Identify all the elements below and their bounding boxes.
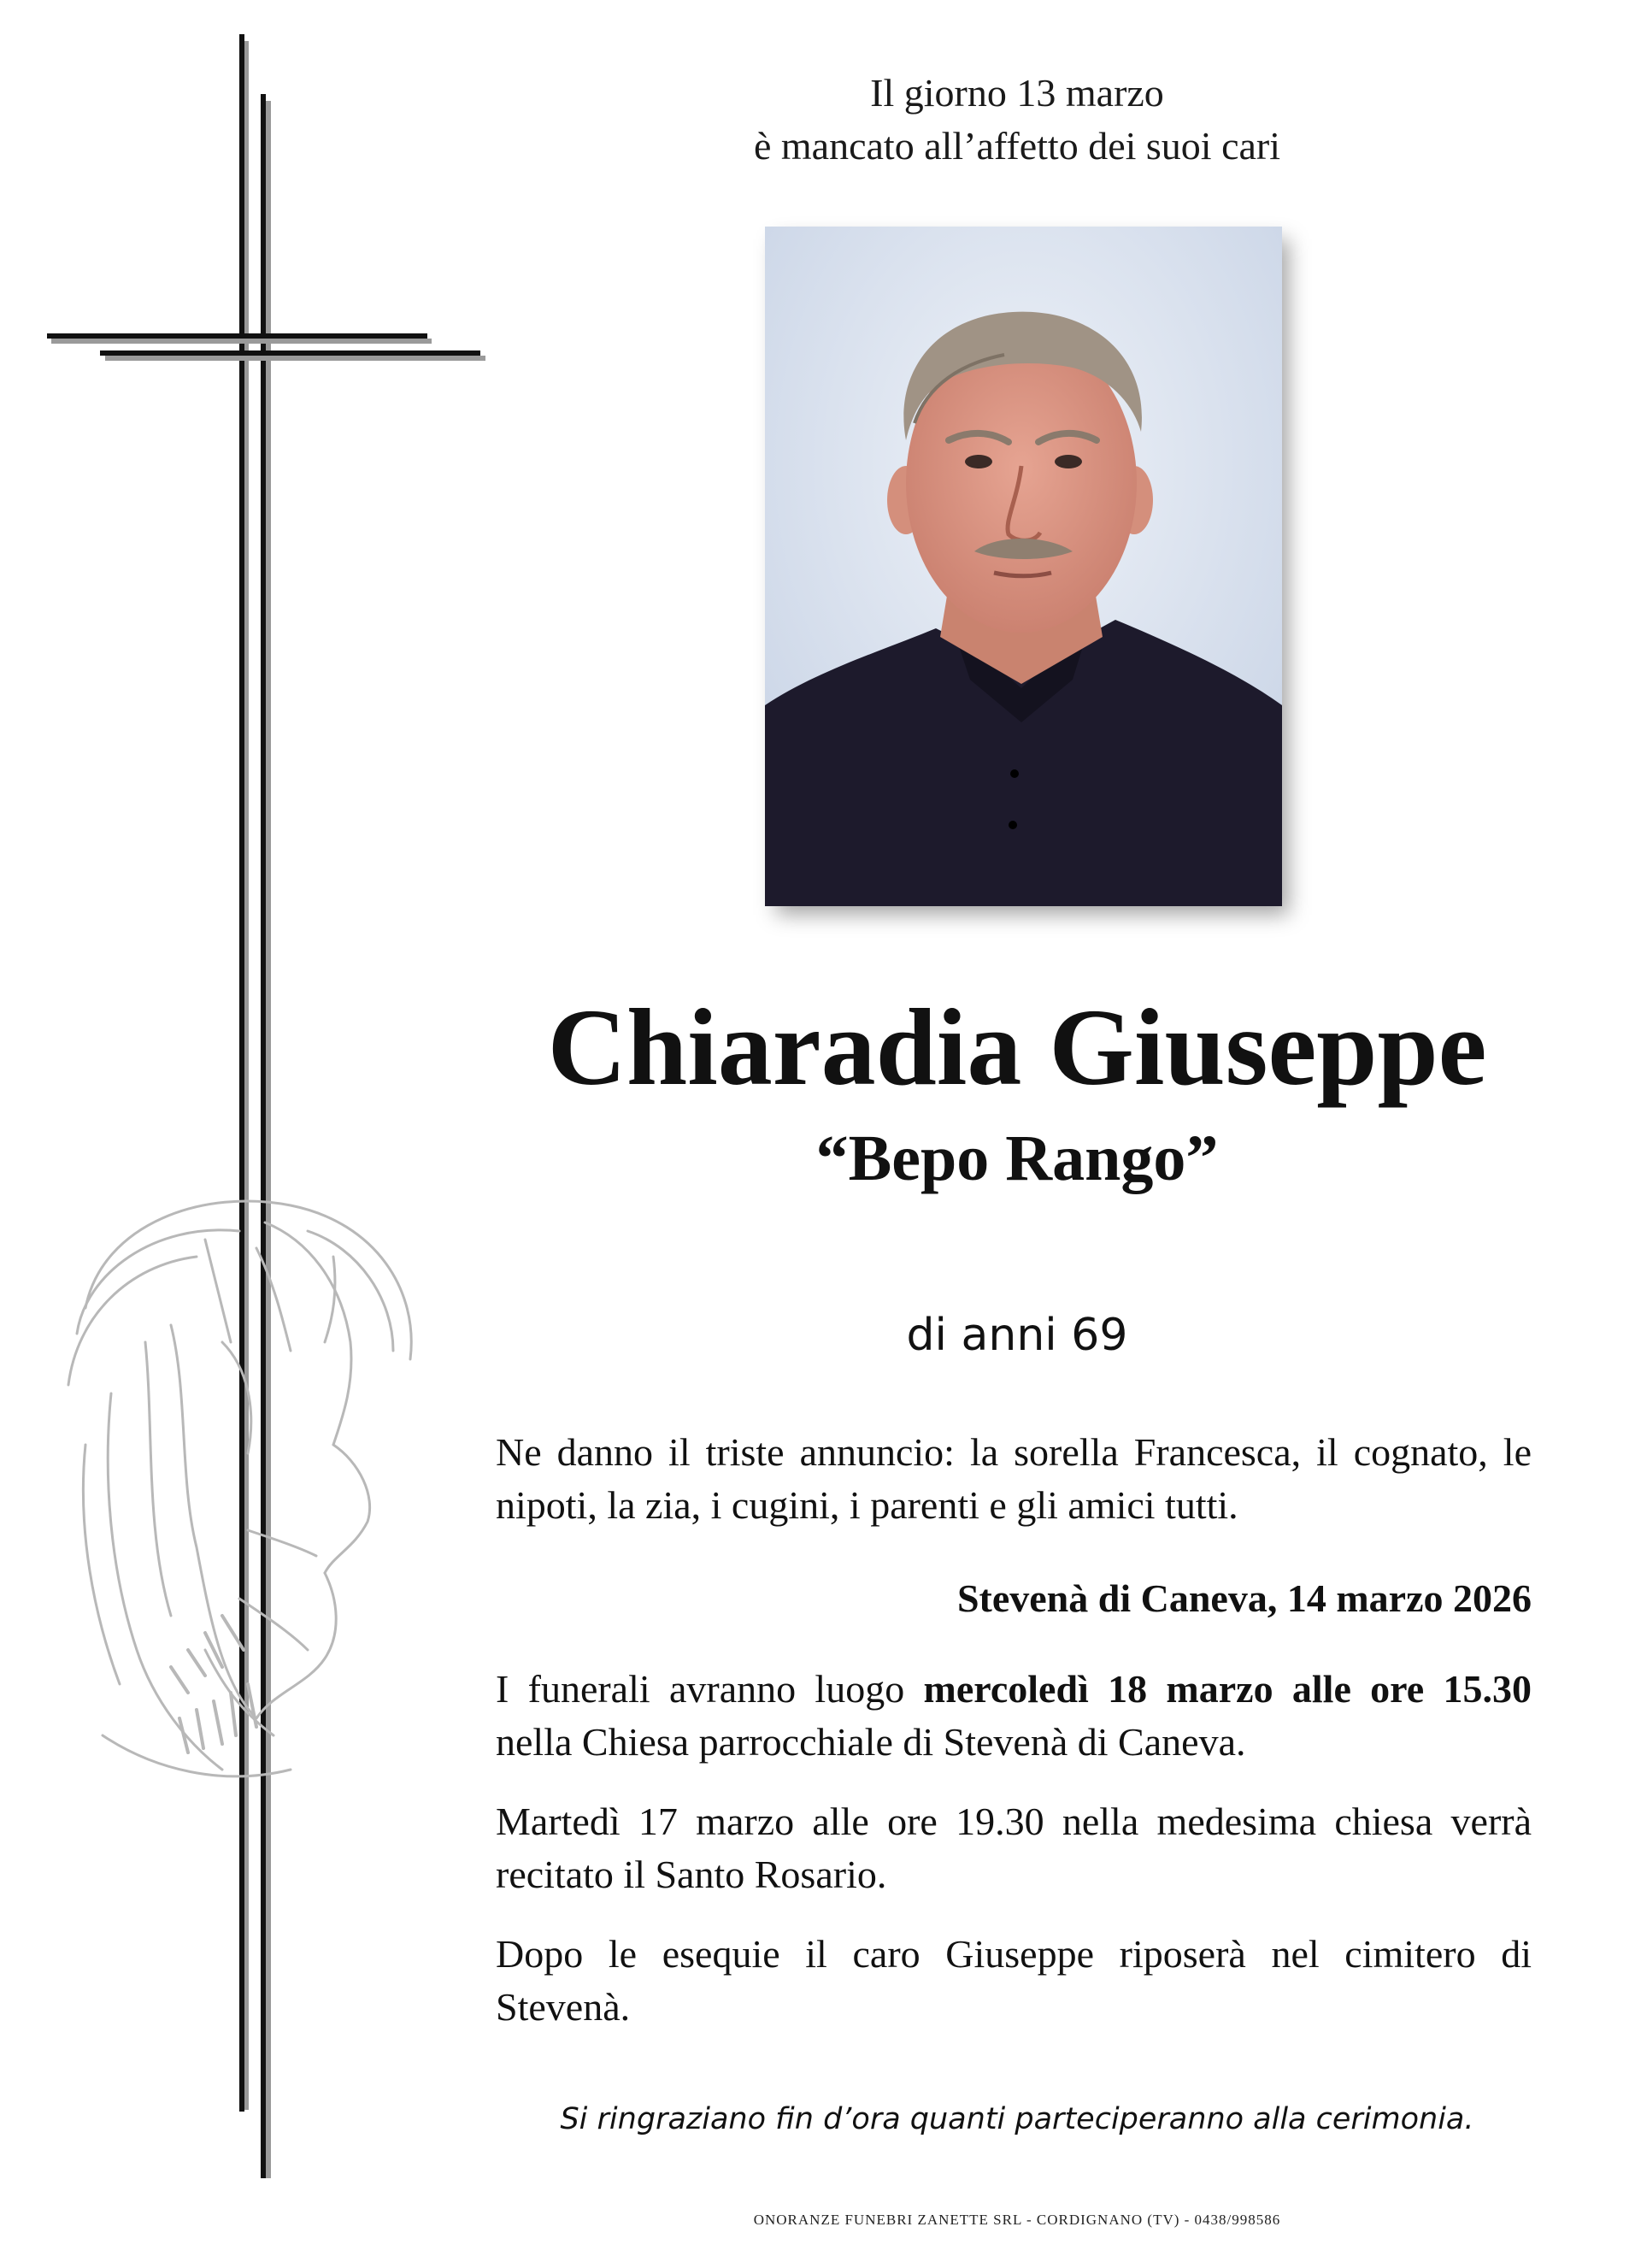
- cross-horizontal-shadow-1: [51, 339, 432, 344]
- place-date: Stevenà di Caneva, 14 marzo 2026: [956, 1576, 1532, 1620]
- intro-line-1: Il giorno 13 marzo: [870, 71, 1164, 115]
- cross-icon: [0, 0, 513, 2188]
- rosary-text: Martedì 17 marzo alle ore 19.30 nella medesima chiesa verrà recitato il Santo Rosario.: [496, 1800, 1532, 1896]
- burial-text: Dopo le esequie il caro Giuseppe riposerà nel cimitero di Stevenà.: [496, 1932, 1532, 2029]
- cross-vertical-shadow-2: [266, 101, 271, 2178]
- funeral-lead: I funerali avranno luogo: [496, 1667, 924, 1711]
- funeral-home-footer: ONORANZE FUNEBRI ZANETTE SRL - CORDIGNANO (TV) - 0438/998586: [753, 2212, 1281, 2228]
- announcement-text: Ne danno il triste annuncio: la sorella Francesca, il cognato, le nipoti, la zia, i cugini, i parenti e gli amici tutti.: [496, 1430, 1532, 1527]
- cross-horizontal-shadow-2: [105, 356, 485, 361]
- funeral-datetime-a: mercoledì 18 marzo alle ore: [923, 1667, 1425, 1711]
- cross-horizontal-line-1: [47, 333, 427, 339]
- deceased-age: di anni 69: [906, 1310, 1128, 1361]
- deceased-name: Chiaradia Giuseppe: [547, 987, 1487, 1108]
- cross-vertical-line-2: [261, 94, 266, 2178]
- portrait-photo: [765, 227, 1282, 906]
- cross-horizontal-line-2: [100, 351, 480, 356]
- christ-face-sketch-icon: [51, 1171, 444, 1804]
- portrait-icon: [765, 227, 1282, 906]
- intro-line-2: è mancato all’affetto dei suoi cari: [753, 124, 1281, 168]
- funeral-text: [496, 1663, 1532, 1769]
- intro-text: [650, 67, 1385, 173]
- thanks-text: Si ringraziano fin d’ora quanti parteciperanno alla cerimonia.: [560, 2102, 1474, 2136]
- funeral-rest: nella Chiesa parrocchiale di Stevenà di Caneva.: [496, 1720, 1246, 1764]
- deceased-nickname: “Bepo Rango”: [815, 1122, 1219, 1194]
- funeral-datetime-b: 15.30: [1443, 1667, 1532, 1711]
